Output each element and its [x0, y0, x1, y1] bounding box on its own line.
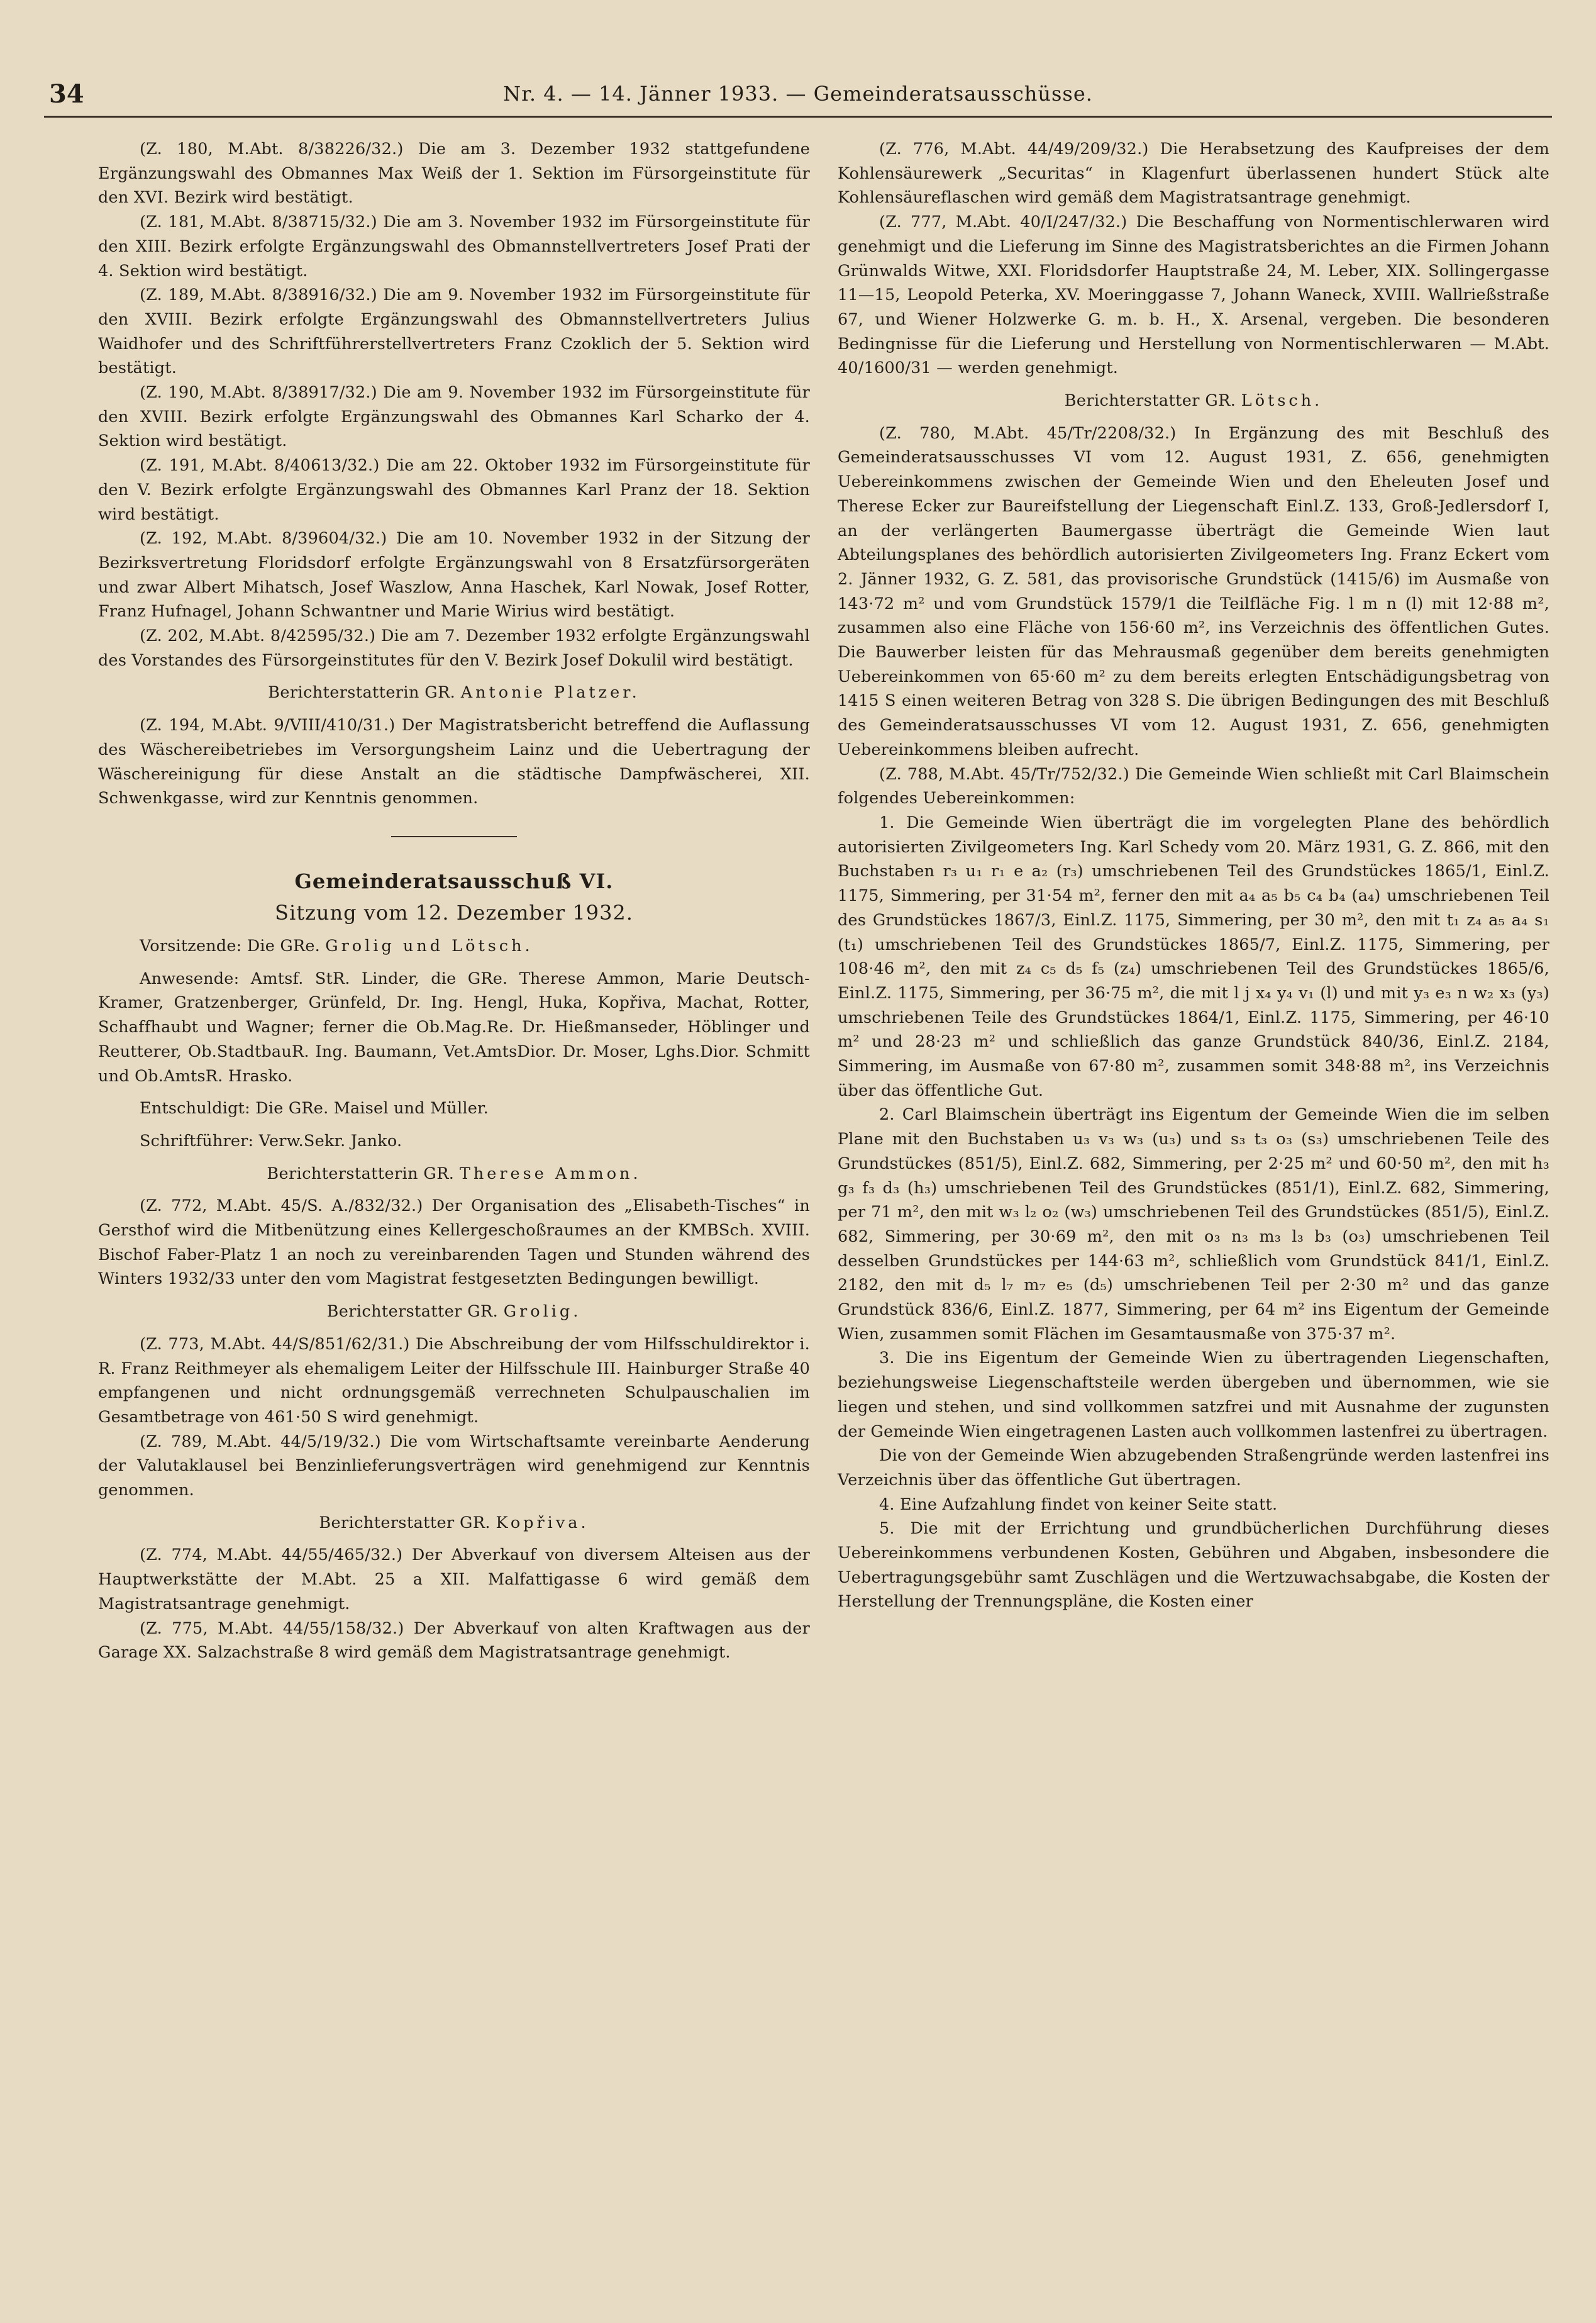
- reporter-line: Berichterstatter GR. Lötsch.: [1064, 391, 1323, 411]
- page-header: [44, 78, 1552, 118]
- paragraph: (Z. 774, M.Abt. 44/55/465/32.) Der Abverkauf von diversem Alteisen aus der Hauptwerkstätte der M.Abt. 25 a XII. Malfattigasse 6 wird gemäß dem Magistratsantrage genehmigt.: [98, 1546, 810, 1613]
- attendance-line: Anwesende: Amtsf. StR. Linder, die GRe. Therese Ammon, Marie Deutsch-Kramer, Gratzenberger, Grünfeld, Dr. Ing. Hengl, Huka, Kopřiva, Machat, Rotter, Schaffhaubt und Wagner; ferner die Ob.Mag.Re. Dr. Hießmanseder, Höblinger und Reutterer, Ob.StadtbauR. Ing. Baumann, Vet.AmtsDior. Dr. Moser, Lghs.Dior. Schmitt und Ob.AmtsR. Hrasko.: [98, 969, 810, 1086]
- right-column: [838, 137, 1549, 1614]
- paragraph: 3. Die ins Eigentum der Gemeinde Wien zu übertragenden Liegenschaften, beziehungsweise Liegenschaftsteile werden übergeben und übernommen, wie sie liegen und stehen, und sind vollkommen satzfrei und mit Ausnahme der zugunsten der Gemeinde Wien eingetragenen Lasten auch vollkommen lastenfrei zu übertragen.: [838, 1349, 1549, 1441]
- reporter-name: Grolig.: [503, 1302, 582, 1322]
- paragraph: (Z. 181, M.Abt. 8/38715/32.) Die am 3. November 1932 im Fürsorgeinstitute für den XIII. Bezirk erfolgte Ergänzungswahl des Obmannstellvertreters Josef Prati der 4. Sektion wird bestätigt.: [98, 213, 810, 281]
- paragraph: (Z. 776, M.Abt. 44/49/209/32.) Die Herabsetzung des Kaufpreises der dem Kohlensäurewerk „Securitas“ in Klagenfurt überlassenen hundert Stück alte Kohlensäureflaschen wird gemäß dem Magistratsantrage genehmigt.: [838, 140, 1549, 208]
- secretary-line: Schriftführer: Verw.Sekr. Janko.: [140, 1131, 402, 1150]
- paragraph: (Z. 192, M.Abt. 8/39604/32.) Die am 10. November 1932 in der Sitzung der Bezirksvertretung Floridsdorf erfolgte Ergänzungswahl von 8 Ersatzfürsorgeräten und zwar Albert Mihatsch, Josef Waszlow, Anna Haschek, Karl Nowak, Josef Rotter, Franz Hufnagel, Johann Schwantner und Marie Wirius wird bestätigt.: [98, 529, 810, 621]
- paragraph: (Z. 773, M.Abt. 44/S/851/62/31.) Die Abschreibung der vom Hilfsschuldirektor i. R. Franz Reithmeyer als ehemaligem Leiter der Hilfsschule III. Hainburger Straße 40 empfangenen und nicht ordnungsgemäß verrechneten Schulpauschalien im Gesamtbetrage von 461·50 S wird genehmigt.: [98, 1334, 810, 1427]
- section-title: Gemeinderatsausschuß VI.: [294, 869, 614, 893]
- paragraph: (Z. 189, M.Abt. 8/38916/32.) Die am 9. November 1932 im Fürsorgeinstitute für den XVIII. Bezirk erfolgte Ergänzungswahl des Obmannstellvertreters Julius Waidhofer und des Schriftführerstellvertreters Franz Czoklich der 5. Sektion wird bestätigt.: [98, 286, 810, 378]
- paragraph: (Z. 788, M.Abt. 45/Tr/752/32.) Die Gemeinde Wien schließt mit Carl Blaimschein folgendes Uebereinkommen:: [838, 764, 1549, 808]
- paragraph: Die von der Gemeinde Wien abzugebenden Straßengründe werden lastenfrei ins Verzeichnis über das öffentliche Gut übertragen.: [838, 1446, 1549, 1490]
- paragraph: (Z. 190, M.Abt. 8/38917/32.) Die am 9. November 1932 im Fürsorgeinstitute für den XVIII. Bezirk erfolgte Ergänzungswahl des Obmannes Karl Scharko der 4. Sektion wird bestätigt.: [98, 383, 810, 451]
- paragraph: (Z. 775, M.Abt. 44/55/158/32.) Der Abverkauf von alten Kraftwagen aus der Garage XX. Salzachstraße 8 wird gemäß dem Magistratsantrage genehmigt.: [98, 1618, 810, 1663]
- reporter-line: Berichterstatter GR. Grolig.: [326, 1302, 582, 1322]
- reporter-name: Therese Ammon.: [459, 1164, 641, 1183]
- paragraph: (Z. 202, M.Abt. 8/42595/32.) Die am 7. Dezember 1932 erfolgte Ergänzungswahl des Vorstandes des Fürsorgeinstitutes für den V. Bezirk Josef Dokulil wird bestätigt.: [98, 627, 810, 670]
- page-number: 34: [49, 79, 84, 109]
- paragraph: (Z. 789, M.Abt. 44/5/19/32.) Die vom Wirtschaftsamte vereinbarte Aenderung der Valutaklausel bei Benzinlieferungsverträgen wird genehmigend zur Kenntnis genommen.: [98, 1432, 810, 1500]
- paragraph: 1. Die Gemeinde Wien überträgt die im vorgelegten Plane des behördlich autorisierten Zivilgeometers Ing. Karl Schedy vom 20. März 1931, G. Z. 866, mit den Buchstaben r₃ u₁ r₁ e a₂ (r₃) umschriebenen Teil des Grundstückes 1865/1, Einl.Z. 1175, Simmering, per 31·54 m², ferner den mit a₄ a₅ b₅ c₄ b₄ (a₄) umschriebenen Teil des Grundstückes 1867/3, Einl.Z. 1175, Simmering, per 30 m², den mit t₁ z₄ a₅ a₄ s₁ (t₁) umschriebenen Teil des Grundstückes 1865/7, Einl.Z. 1175, Simmering, per 108·46 m², den mit z₄ c₅ d₅ f₅ (z₄) umschriebenen Teil des Grundstückes 1865/6, Einl.Z. 1175, Simmering, per 36·75 m², die mit l j x₄ y₄ v₁ (l) und mit y₃ e₃ n w₂ x₃ (y₃) umschriebenen Teile des Grundstückes 1864/1, Einl.Z. 1175, Simmering, per 46·10 m² und 28·23 m² und schließlich das ganze Grundstück 840/36, Einl.Z. 2184, Simmering, im Ausmaße von 67·80 m², zusammen somit 348·88 m², ins Verzeichnis über das öffentliche Gut.: [838, 813, 1549, 1100]
- left-column: [98, 137, 810, 1665]
- paragraph: (Z. 772, M.Abt. 45/S. A./832/32.) Der Organisation des „Elisabeth-Tisches“ in Gersthof wird die Mitbenützung eines Kellergeschoßraumes an der KMBSch. XVIII. Bischof Faber-Platz 1 an noch zu vereinbarenden Tagen und Stunden während des Winters 1932/33 unter den vom Magistrat festgesetzten Bedingungen bewilligt.: [98, 1196, 810, 1289]
- paragraph: (Z. 191, M.Abt. 8/40613/32.) Die am 22. Oktober 1932 im Fürsorgeinstitute für den V. Bezirk erfolgte Ergänzungswahl des Obmannes Karl Pranz der 18. Sektion wird bestätigt.: [98, 456, 810, 524]
- paragraph: (Z. 777, M.Abt. 40/I/247/32.) Die Beschaffung von Normentischlerwaren wird genehmigt und die Lieferung im Sinne des Magistratsberichtes an die Firmen Johann Grünwalds Witwe, XXI. Floridsdorfer Hauptstraße 24, M. Leber, XIX. Sollingergasse 11—15, Leopold Peterka, XV. Moeringgasse 7, Johann Waneck, XVIII. Wallrießstraße 67, und Wiener Holzwerke G. m. b. H., X. Arsenal, vergeben. Die besonderen Bedingnisse für die Lieferung und Herstellung von Normentischlerwaren — M.Abt. 40/1600/31 — werden genehmigt.: [838, 213, 1549, 378]
- paragraph: (Z. 194, M.Abt. 9/VIII/410/31.) Der Magistratsbericht betreffend die Auflassung des Wäschereibetriebes im Versorgungsheim Lainz und die Uebertragung der Wäschereinigung für diese Anstalt an die städtische Dampfwäscherei, XII. Schwenkgasse, wird zur Kenntnis genommen.: [98, 716, 810, 808]
- paragraph: 4. Eine Aufzahlung findet von keiner Seite statt.: [879, 1495, 1278, 1514]
- reporter-line: Berichterstatterin GR. Therese Ammon.: [267, 1164, 641, 1183]
- reporter-name: Antonie Platzer.: [460, 683, 640, 703]
- paragraph: (Z. 780, M.Abt. 45/Tr/2208/32.) In Ergänzung des mit Beschluß des Gemeinderatsausschusses VI vom 12. August 1931, Z. 656, genehmigten Uebereinkommens zwischen der Gemeinde Wien und den Eheleuten Josef und Therese Ecker zur Baureifstellung der Liegenschaft Einl.Z. 133, Groß-Jedlersdorf I, an der verlängerten Baumergasse überträgt die Gemeinde Wien laut Abteilungsplanes des behördlich autorisierten Zivilgeometers Ing. Franz Eckert vom 2. Jänner 1932, G. Z. 581, das provisorische Grundstück (1415/6) im Ausmaße von 143·72 m² und vom Grundstück 1579/1 die Teilfläche Fig. l m n (l) mit 12·88 m², zusammen also eine Fläche von 156·60 m², ins Verzeichnis des öffentlichen Gutes. Die Bauwerber leisten für das Mehrausmaß gegenüber dem bereits genehmigten Uebereinkommen von 65·60 m² zu dem bereits erlegten Entschädigungsbetrag von 1415 S einen weiteren Betrag von 328 S. Die übrigen Bedingungen des mit Beschluß des Gemeinderatsausschusses VI vom 12. August 1931, Z. 656, genehmigten Uebereinkommens bleiben aufrecht.: [838, 423, 1549, 759]
- reporter-name: Lötsch.: [1241, 391, 1323, 411]
- running-title: Nr. 4. — 14. Jänner 1933. — Gemeinderatsausschüsse.: [503, 82, 1093, 106]
- paragraph: 5. Die mit der Errichtung und grundbücherlichen Durchführung dieses Uebereinkommens verbundenen Kosten, Gebühren und Abgaben, insbesondere die Uebertragungsgebühr samt Zuschlägen und die Wertzuwachsabgabe, die Kosten der Herstellung der Trennungspläne, die Kosten einer: [838, 1519, 1549, 1612]
- section-divider: [391, 836, 517, 837]
- section-subtitle: Sitzung vom 12. Dezember 1932.: [275, 900, 633, 925]
- reporter-name: Kopřiva.: [496, 1513, 589, 1532]
- paragraph: 2. Carl Blaimschein überträgt ins Eigentum der Gemeinde Wien die im selben Plane mit den Buchstaben u₃ v₃ w₃ (u₃) und s₃ t₃ o₃ (s₃) umschriebenen Teile des Grundstückes (851/5), Einl.Z. 682, Simmering, per 2·25 m² und 60·50 m², den mit h₃ g₃ f₃ d₃ (h₃) umschriebenen Teil des Grundstückes (851/1), Einl.Z. 682, Simmering, per 71 m², den mit w₃ l₂ o₂ (w₃) umschriebenen Teil des Grundstückes (851/5), Einl.Z. 682, Simmering, per 30·69 m², den mit o₃ n₃ m₃ l₃ b₃ (o₃) umschriebenen Teil desselben Grundstückes per 144·63 m², schließlich vom Grundstück 841/1, Einl.Z. 2182, den mit d₅ l₇ m₇ e₅ (d₅) umschriebenen Teil per 2·30 m² und das ganze Grundstück 836/6, Einl.Z. 1877, Simmering, per 64 m² ins Eigentum der Gemeinde Wien, zusammen somit Flächen im Gesamtausmaße von 375·37 m².: [838, 1105, 1549, 1344]
- paragraph: (Z. 180, M.Abt. 8/38226/32.) Die am 3. Dezember 1932 stattgefundene Ergänzungswahl des Obmannes Max Weiß der 1. Sektion im Fürsorgeinstitute für den XVI. Bezirk wird bestätigt.: [98, 140, 810, 208]
- reporter-line: Berichterstatterin GR. Antonie Platzer.: [268, 683, 640, 703]
- chairs-line: Vorsitzende: Die GRe. Grolig und Lötsch.: [140, 936, 533, 955]
- excused-line: Entschuldigt: Die GRe. Maisel und Müller.: [140, 1099, 489, 1118]
- reporter-line: Berichterstatter GR. Kopřiva.: [319, 1513, 589, 1532]
